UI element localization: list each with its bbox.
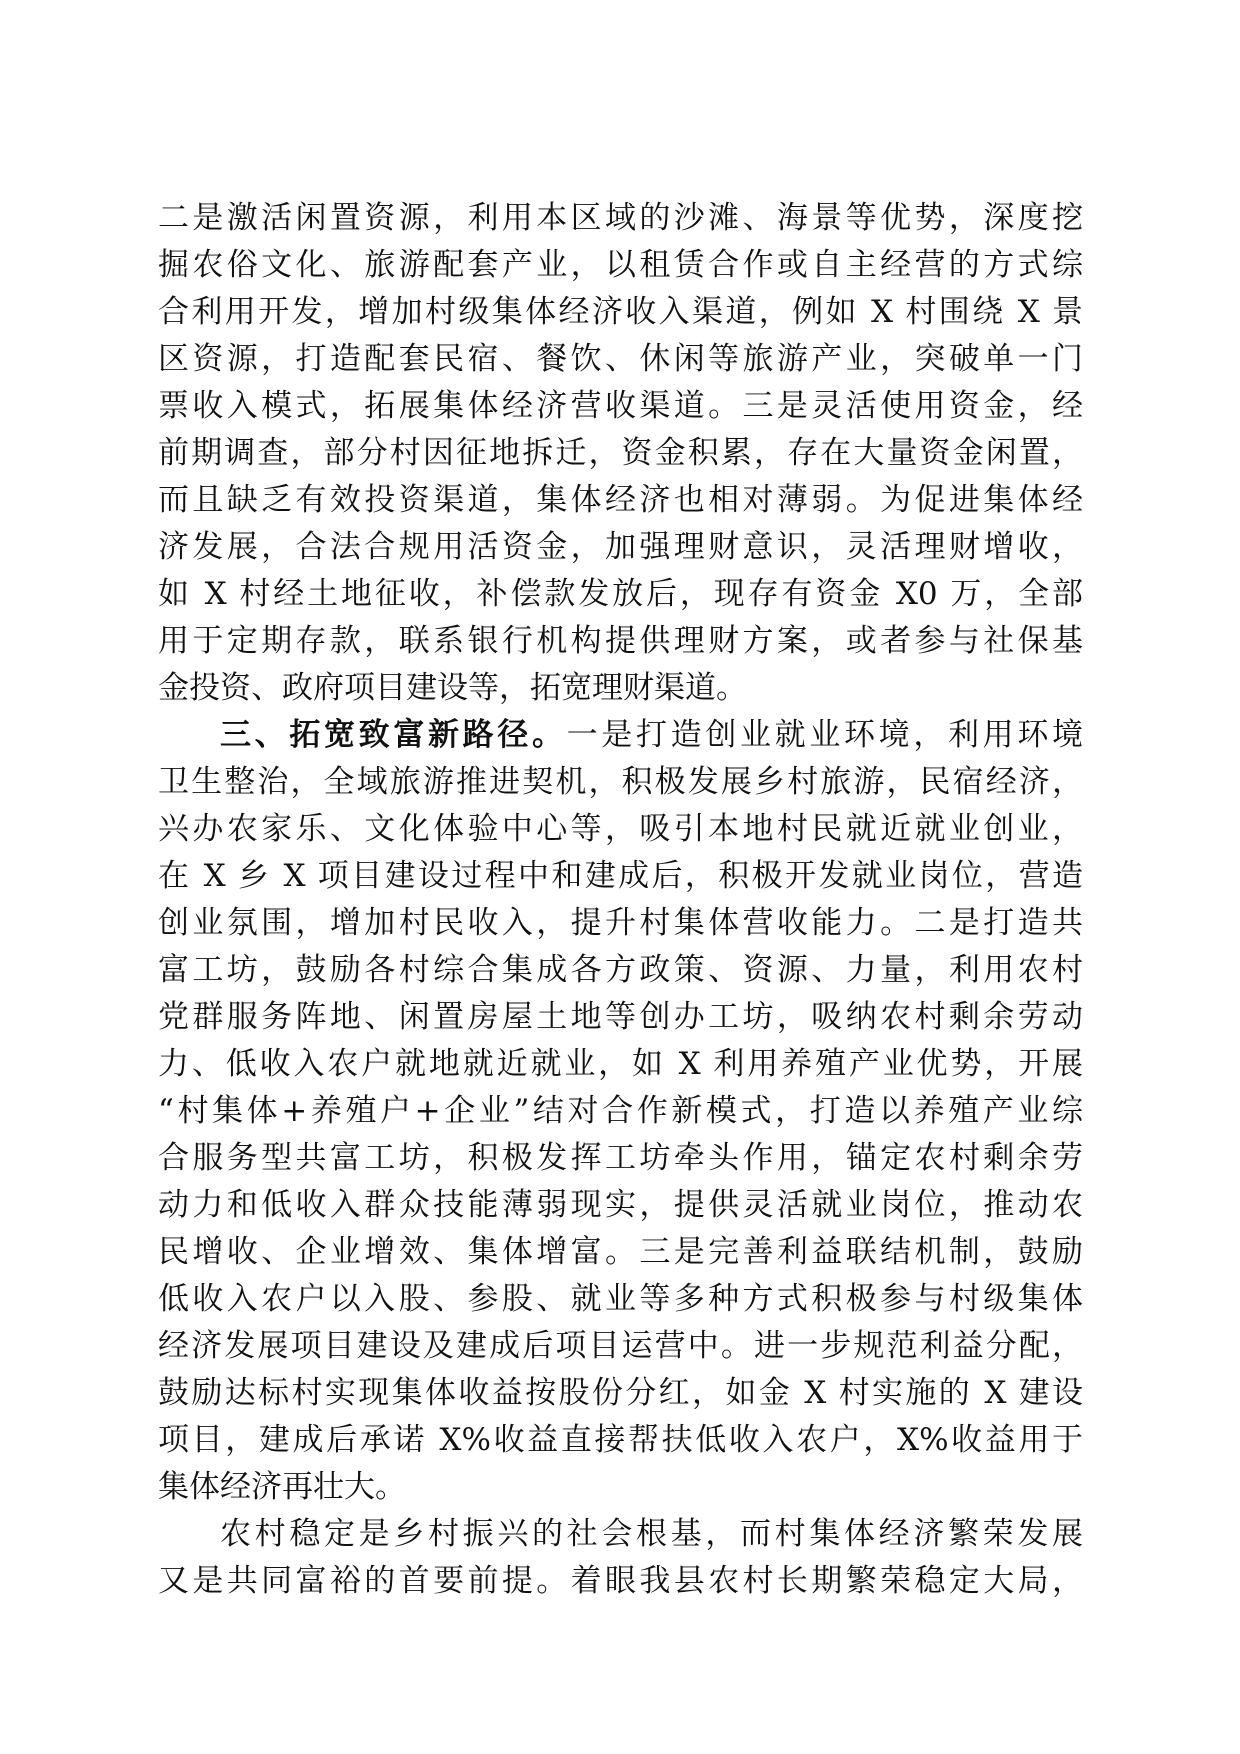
text-line: 农村稳定是乡村振兴的社会根基，而村集体经济繁荣发展 [220,1516,1083,1552]
text-line: 力、低收入农户就地就近就业，如 X 利用养殖产业优势，开展 [158,1046,1083,1082]
text-line: 而且缺乏有效投资渠道，集体经济也相对薄弱。为促进集体经 [158,482,1083,518]
text-line: 票收入模式，拓展集体经济营收渠道。三是灵活使用资金，经 [158,388,1083,424]
text-line: 动力和低收入群众技能薄弱现实，提供灵活就业岗位，推动农 [158,1187,1083,1223]
section-heading: 三、拓宽致富新路径。 [220,717,567,753]
body-text [158,195,1083,1605]
text-line: 项目，建成后承诺 X%收益直接帮扶低收入农户，X%收益用于 [158,1422,1083,1458]
text-line: 民增收、企业增效、集体增富。三是完善利益联结机制，鼓励 [158,1234,1083,1270]
text-line: 富工坊，鼓励各村综合集成各方政策、资源、力量，利用农村 [158,952,1083,988]
text-line: 掘农俗文化、旅游配套产业，以租赁合作或自主经营的方式综 [158,247,1083,283]
heading-line-rest: 一是打造创业就业环境，利用环境 [566,717,1083,753]
text-line: 合服务型共富工坊，积极发挥工坊牵头作用，锚定农村剩余劳 [158,1140,1083,1176]
text-line: 用于定期存款，联系银行机构提供理财方案，或者参与社保基 [158,623,1083,659]
text-line: 如 X 村经土地征收，补偿款发放后，现存有资金 X0 万，全部 [158,576,1083,612]
text-line: 集体经济再壮大。 [158,1469,406,1505]
text-line: 经济发展项目建设及建成后项目运营中。进一步规范利益分配， [158,1328,1083,1364]
text-line: 兴办农家乐、文化体验中心等，吸引本地村民就近就业创业， [158,811,1083,847]
text-line: 低收入农户以入股、参股、就业等多种方式积极参与村级集体 [158,1281,1083,1317]
text-line: 前期调查，部分村因征地拆迁，资金积累，存在大量资金闲置， [158,435,1083,471]
text-line: 鼓励达标村实现集体收益按股份分红，如金 X 村实施的 X 建设 [158,1375,1083,1411]
text-line [158,712,1083,759]
text-line: 在 X 乡 X 项目建设过程中和建成后，积极开发就业岗位，营造 [158,858,1083,894]
paragraph-resource-funds [158,195,1083,712]
text-line: 区资源，打造配套民宿、餐饮、休闲等旅游产业，突破单一门 [158,341,1083,377]
paragraph-wealth-paths [158,712,1083,1511]
text-line: 又是共同富裕的首要前提。着眼我县农村长期繁荣稳定大局， [158,1563,1083,1599]
text-line: 合利用开发，增加村级集体经济收入渠道，例如 X 村围绕 X 景 [158,294,1083,330]
text-line: 金投资、政府项目建设等，拓宽理财渠道。 [158,670,747,706]
text-line: 二是激活闲置资源，利用本区域的沙滩、海景等优势，深度挖 [158,200,1083,236]
text-line: 创业氛围，增加村民收入，提升村集体营收能力。二是打造共 [158,905,1083,941]
text-line: “村集体+养殖户+企业”结对合作新模式，打造以养殖产业综 [158,1093,1083,1129]
text-line: 济发展，合法合规用活资金，加强理财意识，灵活理财增收， [158,529,1083,565]
text-line: 党群服务阵地、闲置房屋土地等创办工坊，吸纳农村剩余劳动 [158,999,1083,1035]
text-line: 卫生整治，全域旅游推进契机，积极发展乡村旅游，民宿经济， [158,764,1083,800]
paragraph-conclusion [158,1511,1083,1605]
